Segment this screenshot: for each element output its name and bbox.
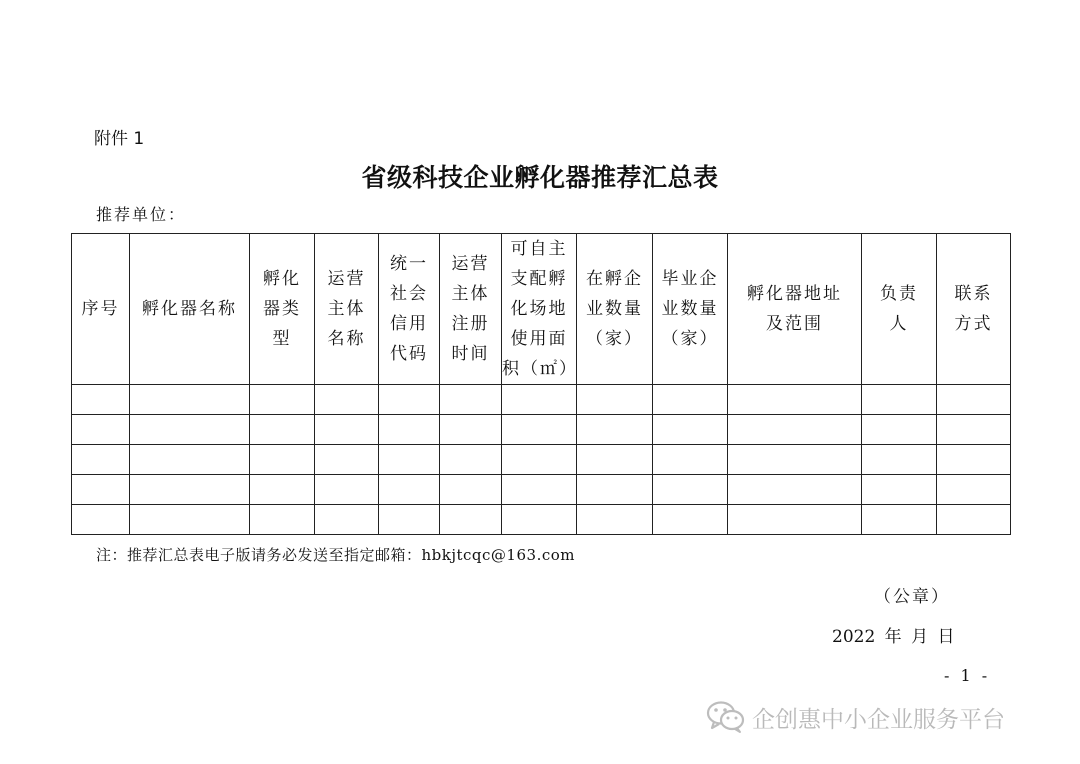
table-cell	[440, 415, 502, 445]
table-cell	[728, 475, 862, 505]
table-cell	[577, 415, 653, 445]
table-cell	[379, 445, 440, 475]
table-cell	[862, 385, 937, 415]
table-row	[72, 385, 1011, 415]
attachment-label: 附件 1	[94, 129, 145, 149]
summary-table	[71, 233, 1011, 535]
header-graduated-count: 毕业企 业数量 （家）	[653, 234, 728, 385]
table-cell	[653, 475, 728, 505]
table-cell	[72, 445, 130, 475]
table-cell	[130, 385, 250, 415]
table-cell	[653, 385, 728, 415]
table-cell	[653, 415, 728, 445]
table-cell	[728, 445, 862, 475]
table-row	[72, 505, 1011, 535]
table-cell	[937, 505, 1011, 535]
table-cell	[937, 385, 1011, 415]
table-row	[72, 475, 1011, 505]
table-cell	[72, 415, 130, 445]
table-cell	[728, 385, 862, 415]
table-row	[72, 445, 1011, 475]
table-cell	[577, 385, 653, 415]
header-address-scope: 孵化器地址 及范围	[728, 234, 862, 385]
watermark	[706, 697, 1005, 737]
date-line: 2022 年 月 日	[832, 627, 955, 647]
table-cell	[937, 445, 1011, 475]
table-row	[72, 415, 1011, 445]
table-cell	[72, 475, 130, 505]
table-cell	[440, 445, 502, 475]
table-cell	[130, 505, 250, 535]
table-cell	[577, 475, 653, 505]
footnote: 注：推荐汇总表电子版请务必发送至指定邮箱：hbkjtcqc@163.com	[96, 546, 575, 564]
table-cell	[250, 415, 315, 445]
table-cell	[379, 475, 440, 505]
table-cell	[379, 385, 440, 415]
table-cell	[440, 505, 502, 535]
table-cell	[653, 445, 728, 475]
header-registration-time: 运营 主体 注册 时间	[440, 234, 502, 385]
header-incubating-count: 在孵企 业数量 （家）	[577, 234, 653, 385]
table-cell	[250, 505, 315, 535]
wechat-icon	[706, 699, 746, 735]
table-cell	[728, 415, 862, 445]
table-cell	[250, 385, 315, 415]
table-cell	[653, 505, 728, 535]
page-title: 省级科技企业孵化器推荐汇总表	[361, 163, 719, 192]
header-person-in-charge: 负责 人	[862, 234, 937, 385]
official-seal-label: （公章）	[874, 587, 950, 607]
table-cell	[728, 505, 862, 535]
table-cell	[862, 415, 937, 445]
table-cell	[862, 505, 937, 535]
recommending-unit-label: 推荐单位：	[96, 205, 187, 224]
table-cell	[315, 385, 379, 415]
table-cell	[502, 475, 577, 505]
header-incubator-name: 孵化器名称	[130, 234, 250, 385]
page-number: - 1 -	[944, 666, 991, 685]
header-credit-code: 统一 社会 信用 代码	[379, 234, 440, 385]
table-cell	[130, 445, 250, 475]
table-cell	[502, 385, 577, 415]
table-cell	[577, 445, 653, 475]
table-cell	[440, 475, 502, 505]
header-site-area: 可自主 支配孵 化场地 使用面 积（㎡）	[502, 234, 577, 385]
table-cell	[502, 505, 577, 535]
table-cell	[862, 445, 937, 475]
table-cell	[315, 445, 379, 475]
header-serial-number: 序号	[72, 234, 130, 385]
table-cell	[937, 415, 1011, 445]
table-cell	[315, 505, 379, 535]
header-operator-name: 运营 主体 名称	[315, 234, 379, 385]
table-cell	[577, 505, 653, 535]
table-cell	[130, 475, 250, 505]
table-cell	[315, 415, 379, 445]
table-header-row	[72, 234, 1011, 385]
table-cell	[130, 415, 250, 445]
table-cell	[379, 415, 440, 445]
table-cell	[440, 385, 502, 415]
table-cell	[379, 505, 440, 535]
table-cell	[862, 475, 937, 505]
table-cell	[315, 475, 379, 505]
table-cell	[502, 415, 577, 445]
table-cell	[250, 445, 315, 475]
watermark-text: 企创惠中小企业服务平台	[752, 706, 1005, 733]
table-body	[72, 385, 1011, 535]
table-cell	[72, 385, 130, 415]
table-cell	[72, 505, 130, 535]
header-incubator-type: 孵化 器类 型	[250, 234, 315, 385]
table-cell	[250, 475, 315, 505]
header-contact: 联系 方式	[937, 234, 1011, 385]
table-cell	[502, 445, 577, 475]
table-cell	[937, 475, 1011, 505]
